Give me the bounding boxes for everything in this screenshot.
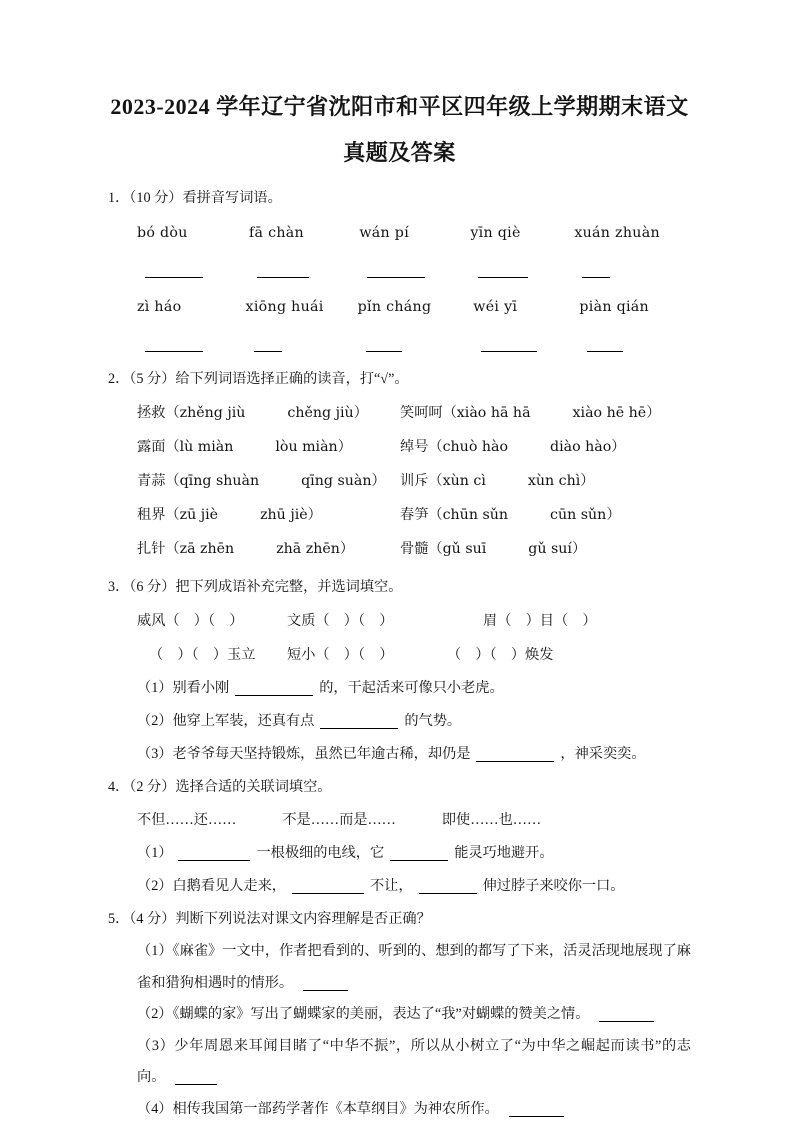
word-text: 拯救 [137,405,166,421]
q5-statement-2 [137,999,691,1031]
pinyin-item [470,215,574,289]
close-paren: ） [580,473,595,489]
pinyin-item [574,215,691,289]
close-paren: ） [307,507,322,523]
pronunciation-option-1: zū jiè [179,507,219,523]
pinyin-text: wán pí [359,225,410,241]
answer-blank [509,1101,564,1116]
conjunction-option: 即使……也…… [441,812,542,828]
pinyin-item [473,289,579,363]
q4-subquestion-1 [137,837,691,870]
word-text: 青蒜 [137,473,166,489]
pronunciation-option-1: xùn cì [442,473,486,489]
pronunciation-option-2: xùn chì [527,473,581,489]
answer-blank [320,714,398,729]
pinyin-row-2 [137,289,691,363]
text-segment: （2）白鹅看见人走来， [137,878,286,894]
answer-blank [145,337,203,352]
close-paren: ） [339,541,355,557]
pronunciation-item [137,464,400,498]
answer-blank [366,337,402,352]
text-segment: 能灵巧地避开。 [454,845,554,861]
text-segment: （2）他穿上军装，还真有点 [137,713,315,729]
open-paren: （ [165,541,180,557]
question-5-header: 5．（4 分）判断下列说法对课文内容理解是否正确？ [108,911,431,927]
pronunciation-option-2: zhū jiè [260,507,308,523]
answer-blank [390,846,448,861]
idiom-slot: 文质（ ）（ ） [287,613,394,629]
q5-statement-3 [137,1031,691,1094]
close-paren: ） [606,507,621,523]
page-title-line2: 真题及答案 [343,140,456,165]
q3-subquestion-1 [137,672,691,705]
conjunction-option: 不是……而是…… [282,812,396,828]
answer-blank [476,747,554,762]
pinyin-text: fā chàn [249,225,304,241]
pronunciation-item [400,430,691,464]
open-paren: （ [428,541,443,557]
close-paren: ） [611,439,626,455]
pinyin-text: yīn qiè [470,225,521,241]
answer-blank [599,1007,654,1022]
q3-subquestion-3 [137,738,691,771]
answer-blank [419,879,477,894]
question-1-header: 1．（10 分）看拼音写词语。 [108,190,282,206]
idiom-slot: 眉（ ）目（ ） [483,613,597,629]
open-paren: （ [165,439,180,455]
pronunciation-item [400,532,691,566]
pinyin-text: piàn qián [579,299,649,315]
statement-text: （2）《蝴蝶的家》写出了蝴蝶家的美丽，表达了“我”对蝴蝶的赞美之情。 [137,1006,590,1022]
pinyin-item [137,289,246,363]
pinyin-text: bó dòu [137,225,188,241]
pronunciation-option-2: zhā zhēn [276,541,340,557]
word-text: 绰号 [400,439,429,455]
pronunciation-option-2: cūn sǔn [550,507,607,523]
open-paren: （ [165,507,180,523]
pinyin-item [137,215,249,289]
page-title-line1: 2023-2024 学年辽宁省沈阳市和平区四年级上学期期末语文 [110,94,689,119]
text-segment: （1）别看小刚 [137,680,230,696]
pronunciation-item [137,498,400,532]
answer-blank [257,263,309,278]
text-segment: 伸过脖子来咬你一口。 [482,878,625,894]
close-paren: ） [337,439,352,455]
pronunciation-item [400,396,691,430]
text-segment: ，神采奕奕。 [560,746,646,762]
pronunciation-option-2: chěng jiù [287,405,354,421]
answer-blank [175,1070,217,1085]
idiom-slot: （ ）（ ）焕发 [447,647,554,663]
pronunciation-item [137,396,400,430]
pronunciation-item [137,430,400,464]
statement-text: （1）《麻雀》一文中，作者把看到的、听到的、想到的都写了下来，活灵活现地展现了麻雀和猎狗相遇时的情形。 [137,943,691,991]
pinyin-text: wéi yī [473,299,518,315]
text-segment: 的气势。 [404,713,462,729]
q4-subquestion-2 [137,870,691,903]
pronunciation-item [400,464,691,498]
idiom-row-1 [137,604,691,638]
open-paren: （ [165,405,180,421]
pronunciation-option-2: diào hào [550,439,612,455]
idiom-slot: 短小（ ）（ ） [287,647,394,663]
answer-blank [582,263,610,278]
question-4-header: 4．（2 分）选择合适的关联词填空。 [108,779,332,795]
answer-blank [235,681,313,696]
text-segment: （3）老爷爷每天坚持锻炼，虽然已年逾古稀，却仍是 [137,746,471,762]
word-text: 扎针 [137,541,166,557]
word-text: 笑呵呵 [400,405,443,421]
question-2-header: 2．（5 分）给下列词语选择正确的读音，打“√”。 [108,371,409,387]
pronunciation-option-2: lòu miàn [275,439,338,455]
text-segment: 一根极细的电线，它 [256,845,385,861]
open-paren: （ [165,473,180,489]
q3-subquestion-2 [137,705,691,738]
pinyin-text: zì háo [137,299,182,315]
pronunciation-option-1: qīng shuàn [179,473,260,489]
pronunciation-option-2: gǔ suí [528,541,572,557]
word-text: 租界 [137,507,166,523]
text-segment: 的，干起活来可像只小老虎。 [319,680,504,696]
idiom-slot: （ ）（ ）玉立 [149,647,256,663]
word-text: 春笋 [400,507,429,523]
conjunction-options [137,804,691,837]
pinyin-text: pǐn cháng [357,299,432,315]
pronunciation-option-1: zā zhēn [179,541,235,557]
word-text: 训斥 [400,473,429,489]
answer-blank [145,263,203,278]
pronunciation-option-1: gǔ suī [442,541,487,557]
close-paren: ） [353,405,368,421]
pinyin-text: xuán zhuàn [574,225,660,241]
close-paren: ） [371,473,386,489]
answer-blank [367,263,425,278]
close-paren: ） [571,541,587,557]
pronunciation-option-1: chūn sǔn [442,507,509,523]
pronunciation-item [400,498,691,532]
word-text: 骨髓 [400,541,429,557]
open-paren: （ [428,507,443,523]
pronunciation-option-2: qīng suàn [301,473,372,489]
pronunciation-item [137,532,400,566]
answer-blank [587,337,623,352]
pinyin-row-1 [137,215,691,289]
pronunciation-grid [137,396,691,566]
pinyin-item [249,215,359,289]
text-segment: （1） [137,845,173,861]
conjunction-option: 不但……还…… [137,812,237,828]
text-segment: 不让， [369,878,413,894]
question-3-header: 3．（6 分）把下列成语补充完整，并选词填空。 [108,579,403,595]
answer-blank [478,263,528,278]
pinyin-item [246,289,358,363]
answer-blank [292,879,364,894]
q5-statement-1 [137,936,691,999]
pinyin-text: xiōng huái [245,299,324,315]
statement-text: （3）少年周恩来耳闻目睹了“中华不振”，所以从小树立了“为中华之崛起而读书”的志向。 [137,1037,691,1085]
pinyin-item [359,215,470,289]
pronunciation-option-1: lù miàn [179,439,234,455]
idiom-row-2 [137,638,691,672]
word-text: 露面 [137,439,166,455]
close-paren: ） [646,405,661,421]
pinyin-item [579,289,691,363]
pinyin-item [358,289,474,363]
open-paren: （ [428,473,443,489]
open-paren: （ [442,405,457,421]
pronunciation-option-1: xiào hā hā [456,405,531,421]
answer-blank [481,337,537,352]
answer-blank [254,337,282,352]
pronunciation-option-1: zhěng jiù [179,405,246,421]
idiom-slot: 威风（ ）（ ） [137,613,244,629]
open-paren: （ [428,439,443,455]
q5-statement-4 [137,1094,691,1122]
answer-blank [178,846,250,861]
statement-text: （4）相传我国第一部药学著作《本草纲目》为神农所作。 [137,1100,499,1117]
pronunciation-option-1: chuò hào [442,439,509,455]
answer-blank [303,975,348,990]
pronunciation-option-2: xiào hē hē [572,405,647,421]
